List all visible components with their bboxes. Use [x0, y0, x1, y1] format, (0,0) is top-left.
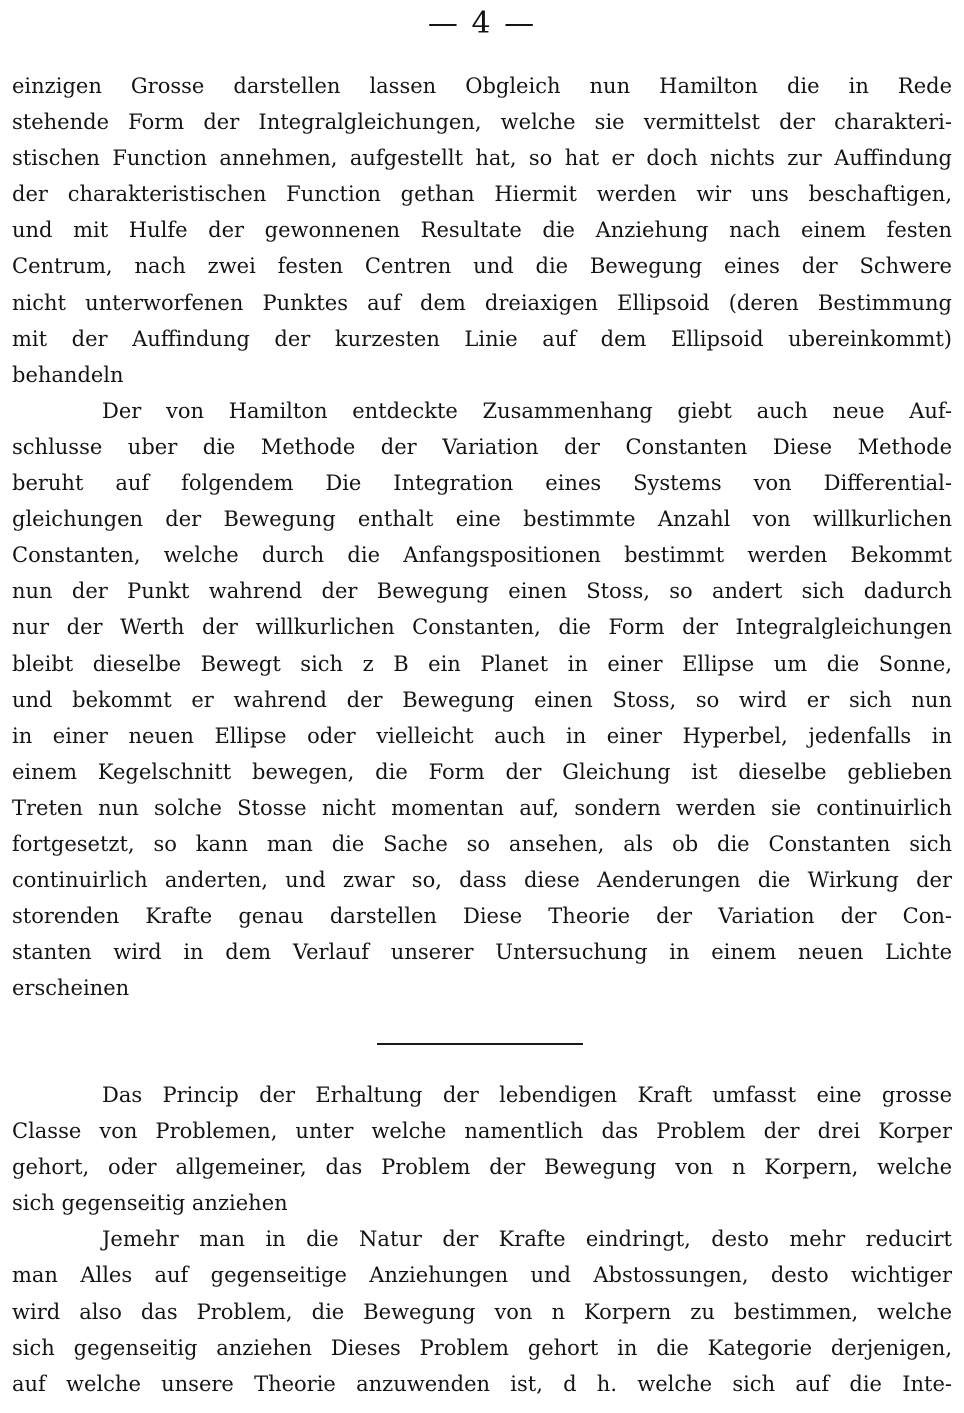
text-line: bleibt dieselbe Bewegt sich z B ein Planet in einer Ellipse um die Sonne, [12, 651, 952, 676]
text-line: beruht auf folgendem Die Integration eines Systems von Differential- [12, 471, 952, 496]
text-line: continuirlich anderten, und zwar so, dass diese Aenderungen die Wirkung der [12, 868, 952, 893]
text-line: auf welche unsere Theorie anzuwenden ist, d h. welche sich auf die Inte- [12, 1371, 952, 1396]
text-line: einzigen Grosse darstellen lassen Obgleich nun Hamilton die in Rede [12, 74, 952, 98]
text-line: und mit Hulfe der gewonnenen Resultate die Anziehung nach einem festen [12, 218, 952, 243]
text-line: man Alles auf gegenseitige Anziehungen und Abstossungen, desto wichtiger [12, 1263, 952, 1288]
text-line: schlusse uber die Methode der Variation der Constanten Diese Methode [12, 434, 952, 459]
text-line: stanten wird in dem Verlauf unserer Untersuchung in einem neuen Lichte [12, 940, 952, 965]
text-line: und bekommt er wahrend der Bewegung einen Stoss, so wird er sich nun [12, 687, 952, 712]
text-line: stehende Form der Integralgleichungen, welche sie vermittelst der charakteri- [12, 110, 952, 135]
section-divider [377, 1043, 583, 1045]
text-line: in einer neuen Ellipse oder vielleicht auch in einer Hyperbel, jedenfalls in [12, 723, 952, 748]
page-number: — 4 — [427, 6, 537, 41]
text-line: sich gegenseitig anziehen Dieses Problem gehort in die Kategorie derjenigen, [12, 1335, 952, 1360]
text-line: gehort, oder allgemeiner, das Problem der Bewegung von n Korpern, welche [12, 1155, 952, 1180]
text-line: behandeln [12, 362, 124, 387]
text-line: Constanten, welche durch die Anfangspositionen bestimmt werden Bekommt [12, 543, 952, 568]
text-line: mit der Auffindung der kurzesten Linie auf dem Ellipsoid ubereinkommt) [12, 326, 952, 351]
section-1-text [12, 68, 952, 1006]
text-line: gleichungen der Bewegung enthalt eine bestimmte Anzahl von willkurlichen [12, 507, 952, 532]
text-line: Das Princip der Erhaltung der lebendigen Kraft umfasst eine grosse [102, 1083, 952, 1107]
text-line: sich gegenseitig anziehen [12, 1191, 288, 1216]
text-line: Classe von Problemen, unter welche namentlich das Problem der drei Korper [12, 1119, 952, 1144]
text-line: fortgesetzt, so kann man die Sache so ansehen, als ob die Constanten sich [12, 831, 952, 856]
text-line: der charakteristischen Function gethan Hiermit werden wir uns beschaftigen, [12, 182, 952, 207]
text-line: Centrum, nach zwei festen Centren und die Bewegung eines der Schwere [12, 254, 952, 279]
text-line: nur der Werth der willkurlichen Constanten, die Form der Integralgleichungen [12, 615, 952, 640]
text-line: erscheinen [12, 976, 130, 1001]
text-line: wird also das Problem, die Bewegung von n Korpern zu bestimmen, welche [12, 1299, 952, 1324]
section-2-text [12, 1077, 952, 1402]
text-line: einem Kegelschnitt bewegen, die Form der Gleichung ist dieselbe geblieben [12, 759, 952, 784]
text-line: stischen Function annehmen, aufgestellt hat, so hat er doch nichts zur Auffindung [12, 146, 952, 171]
text-line: storenden Krafte genau darstellen Diese Theorie der Variation der Con- [12, 904, 952, 929]
text-line: Der von Hamilton entdeckte Zusammenhang giebt auch neue Auf- [102, 398, 952, 423]
text-line: Treten nun solche Stosse nicht momentan auf, sondern werden sie continuirlich [12, 795, 952, 820]
text-line: nicht unterworfenen Punktes auf dem dreiaxigen Ellipsoid (deren Bestimmung [12, 290, 952, 315]
text-line: Jemehr man in die Natur der Krafte eindringt, desto mehr reducirt [102, 1227, 952, 1252]
text-line: nun der Punkt wahrend der Bewegung einen Stoss, so andert sich dadurch [12, 579, 952, 604]
